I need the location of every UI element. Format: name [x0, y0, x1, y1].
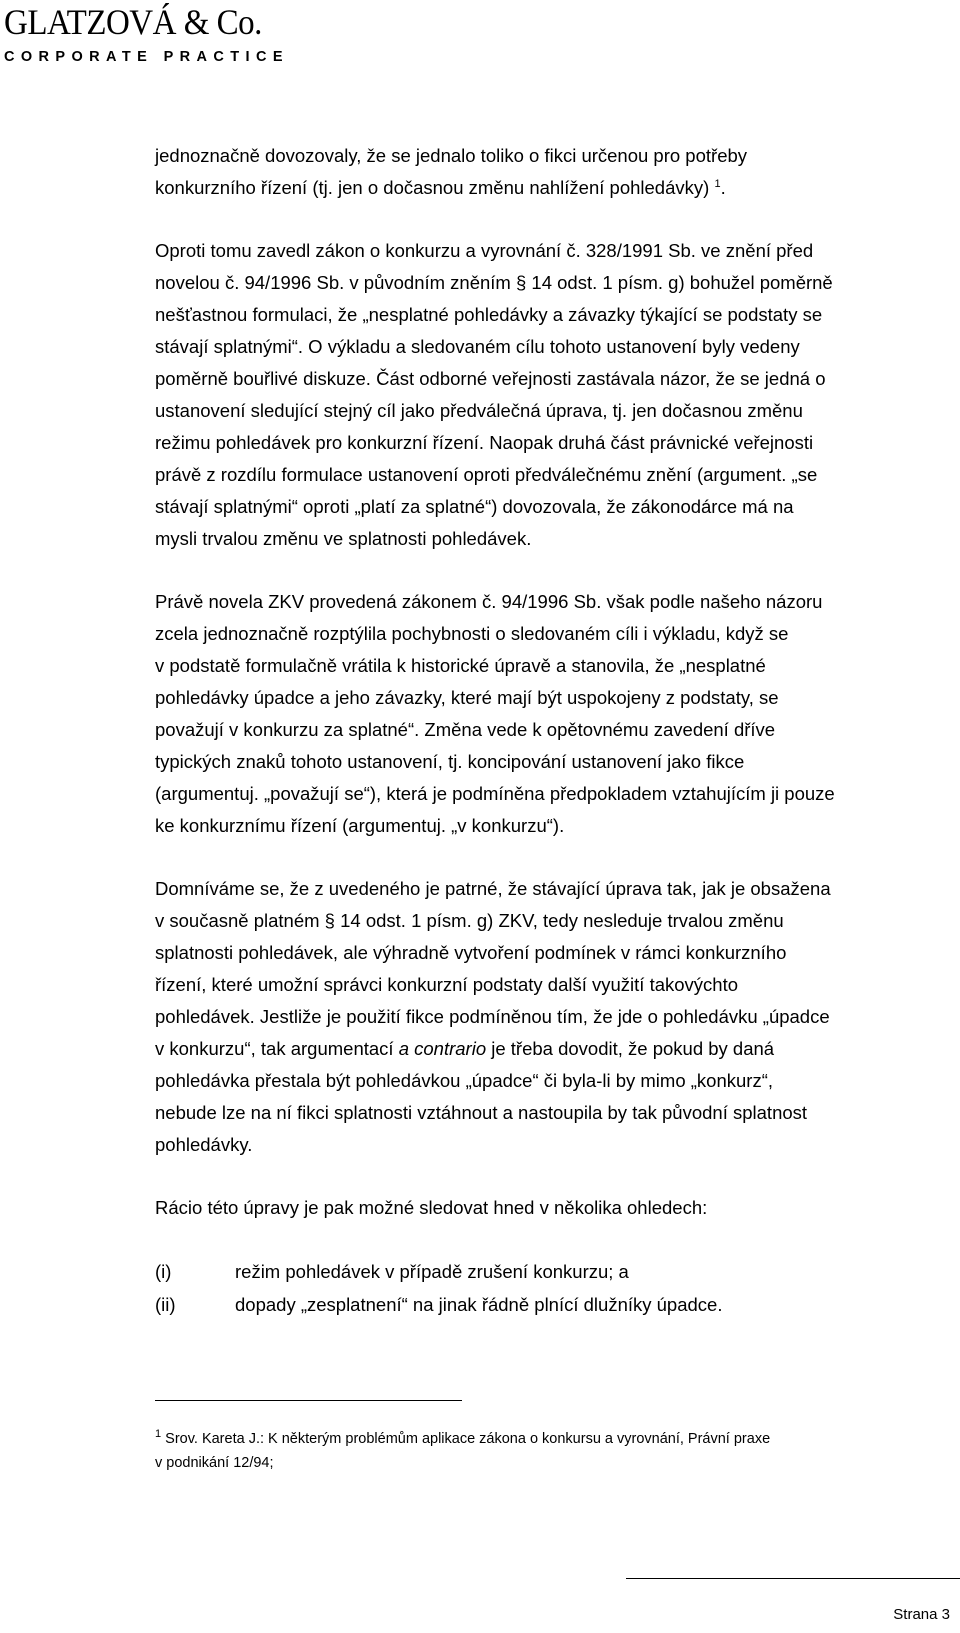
list-item-text: režim pohledávek v případě zrušení konkurzu; a [235, 1261, 629, 1282]
paragraph-2-line-5: poměrně bouřlivé diskuze. Část odborné veřejnosti zastávala názor, že se jedná o [155, 368, 826, 389]
paragraph-2-line-9: stávají splatnými“ oproti „platí za splatné“) dovozovala, že zákonodárce má na [155, 496, 794, 517]
paragraph-4-line-7: pohledávka přestala být pohledávkou „úpadce“ či byla-li by mimo „konkurz“, [155, 1070, 773, 1091]
paragraph-1-line-2-end: . [720, 177, 726, 198]
paragraph-3-line-4: pohledávky úpadce a jeho závazky, které mají být uspokojeny z podstaty, se [155, 687, 779, 708]
footnote-ref: 1 [714, 177, 721, 190]
document-body [155, 140, 935, 1321]
firm-tagline: CORPORATE PRACTICE [4, 49, 289, 65]
paragraph-2-line-2: novelou č. 94/1996 Sb. v původním zněním § 14 odst. 1 písm. g) bohužel poměrně [155, 272, 833, 293]
page-number: Strana 3 [893, 1606, 950, 1623]
paragraph-4-line-8: nebude lze na ní fikci splatnosti vztáhnout a nastoupila by tak původní splatnost [155, 1102, 808, 1123]
list-item-text: dopady „zesplatnení“ na jinak řádně plnící dlužníky úpadce. [235, 1294, 723, 1315]
paragraph-2-line-10: mysli trvalou změnu ve splatnosti pohledávek. [155, 528, 532, 549]
paragraph-1-line-1: jednoznačně dovozovaly, že se jednalo toliko o fikci určenou pro potřeby [155, 145, 748, 166]
paragraph-3-line-8: ke konkurznímu řízení (argumentuj. „v konkurzu“). [155, 815, 565, 836]
paragraph-1 [155, 140, 935, 204]
list-item [155, 1288, 935, 1321]
paragraph-3-line-5: považují v konkurzu za splatné“. Změna vede k opětovnému zavedení dříve [155, 719, 776, 740]
paragraph-2-line-8: právě z rozdílu formulace ustanovení oproti předválečnému znění (argument. „se [155, 464, 818, 485]
enumerated-list [155, 1255, 935, 1321]
footnote [155, 1400, 935, 1475]
firm-name: GLATZOVÁ & Co. [4, 4, 262, 43]
paragraph-5-line-1: Rácio této úpravy je pak možné sledovat hned v několika ohledech: [155, 1197, 708, 1218]
list-item [155, 1255, 935, 1288]
paragraph-4 [155, 873, 935, 1161]
firm-logo [4, 4, 289, 65]
footnote-line-2: v podnikání 12/94; [155, 1455, 274, 1471]
paragraph-2-line-7: režimu pohledávek pro konkurzní řízení. Naopak druhá část právnické veřejnosti [155, 432, 814, 453]
paragraph-2-line-4: stávají splatnými“. O výkladu a sledovaném cílu tohoto ustanovení byly vedeny [155, 336, 800, 357]
a-contrario-italic: a contrario [398, 1038, 487, 1059]
paragraph-1-line-2: konkurzního řízení (tj. jen o dočasnou změnu nahlížení pohledávky) [155, 177, 710, 198]
paragraph-4-line-2: v současně platném § 14 odst. 1 písm. g) ZKV, tedy nesleduje trvalou změnu [155, 910, 784, 931]
paragraph-4-line-3: splatnosti pohledávek, ale výhradně vytvoření podmínek v rámci konkurzního [155, 942, 787, 963]
footnote-number: 1 [155, 1428, 162, 1441]
footer-rule [626, 1578, 960, 1579]
paragraph-3-line-1: Právě novela ZKV provedená zákonem č. 94/1996 Sb. však podle našeho názoru [155, 591, 823, 612]
paragraph-4-line-9: pohledávky. [155, 1134, 253, 1155]
paragraph-3-line-7: (argumentuj. „považují se“), která je podmíněna předpokladem vztahujícím ji pouze [155, 783, 835, 804]
paragraph-5 [155, 1192, 935, 1224]
paragraph-4-line-6-start: v konkurzu“, tak argumentací [155, 1038, 399, 1059]
paragraph-3-line-3: v podstatě formulačně vrátila k historické úpravě a stanovila, že „nesplatné [155, 655, 766, 676]
paragraph-4-line-4: řízení, které umožní správci konkurzní podstaty další využití takovýchto [155, 974, 739, 995]
list-item-number: (ii) [155, 1294, 176, 1315]
paragraph-4-line-1: Domníváme se, že z uvedeného je patrné, že stávající úprava tak, jak je obsažena [155, 878, 831, 899]
paragraph-2 [155, 235, 935, 555]
footnote-line-1: Srov. Kareta J.: K některým problémům aplikace zákona o konkursu a vyrovnání, Právní praxe [161, 1431, 771, 1447]
paragraph-2-line-1: Oproti tomu zavedl zákon o konkurzu a vyrovnání č. 328/1991 Sb. ve znění před [155, 240, 814, 261]
paragraph-2-line-6: ustanovení sledující stejný cíl jako předválečná úprava, tj. jen dočasnou změnu [155, 400, 803, 421]
list-item-number: (i) [155, 1261, 172, 1282]
paragraph-3-line-2: zcela jednoznačně rozptýlila pochybnosti o sledovaném cíli i výkladu, když se [155, 623, 789, 644]
paragraph-3 [155, 586, 935, 842]
paragraph-2-line-3: nešťastnou formulaci, že „nesplatné pohledávky a závazky týkající se podstaty se [155, 304, 823, 325]
footnote-divider [155, 1400, 462, 1401]
paragraph-4-line-5: pohledávek. Jestliže je použití fikce podmíněnou tím, že jde o pohledávku „úpadce [155, 1006, 830, 1027]
paragraph-4-line-6-end: je třeba dovodit, že pokud by daná [486, 1038, 775, 1059]
paragraph-3-line-6: typických znaků tohoto ustanovení, tj. koncipování ustanovení jako fikce [155, 751, 745, 772]
